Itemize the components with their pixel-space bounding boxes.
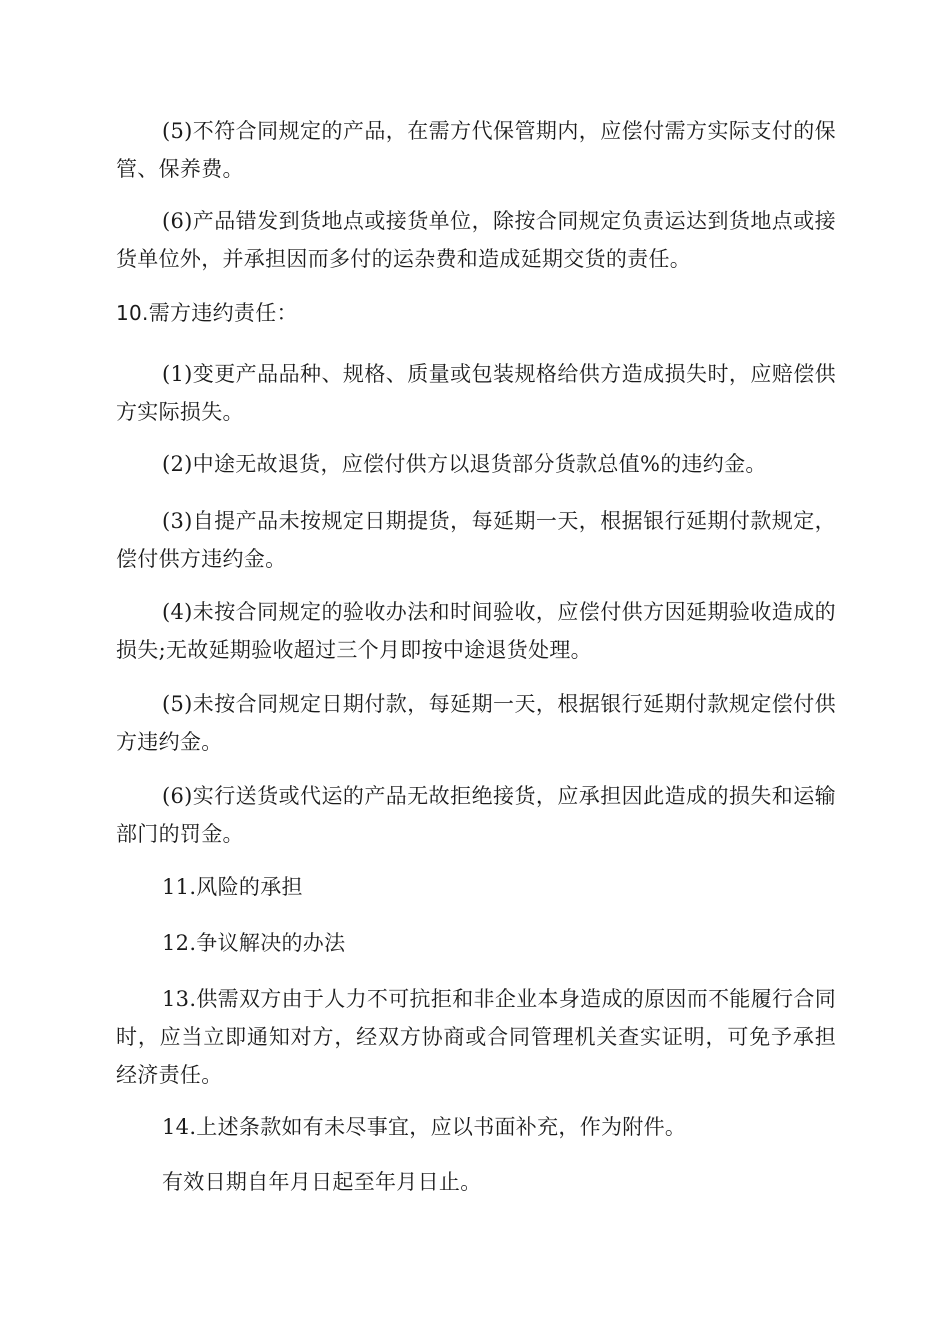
section-number: 10. bbox=[116, 301, 149, 325]
paragraph-buyer-liability-2: (2)中途无故退货，应偿付供方以退货部分货款总值%的违约金。 bbox=[162, 452, 767, 476]
paragraph-buyer-liability-5: (5)未按合同规定日期付款，每延期一天，根据银行延期付款规定偿付供方违约金。 bbox=[116, 692, 836, 754]
paragraph-buyer-liability-4: (4)未按合同规定的验收办法和时间验收，应偿付供方因延期验收造成的损失;无故延期验收超过三个月即按中途退货处理。 bbox=[116, 600, 836, 662]
paragraph-supplier-liability-5: (5)不符合同规定的产品，在需方代保管期内，应偿付需方实际支付的保管、保养费。 bbox=[116, 119, 836, 181]
paragraph-force-majeure: 13.供需双方由于人力不可抗拒和非企业本身造成的原因而不能履行合同时，应当立即通知对方，经双方协商或合同管理机关查实证明，可免予承担经济责任。 bbox=[116, 987, 836, 1087]
paragraph-supplier-liability-6: (6)产品错发到货地点或接货单位，除按合同规定负责运达到货地点或接货单位外，并承担因而多付的运杂费和造成延期交货的责任。 bbox=[116, 209, 836, 271]
paragraph-validity-period: 有效日期自年月日起至年月日止。 bbox=[162, 1170, 482, 1194]
paragraph-buyer-liability-1: (1)变更产品品种、规格、质量或包装规格给供方造成损失时，应赔偿供方实际损失。 bbox=[116, 362, 836, 424]
section-title: 需方违约责任： bbox=[148, 301, 298, 325]
paragraph-supplementary-terms: 14.上述条款如有未尽事宜，应以书面补充，作为附件。 bbox=[162, 1115, 687, 1139]
paragraph-dispute-resolution: 12.争议解决的办法 bbox=[162, 931, 346, 955]
section-heading-buyer-liability bbox=[116, 294, 836, 332]
paragraph-buyer-liability-6: (6)实行送货或代运的产品无故拒绝接货，应承担因此造成的损失和运输部门的罚金。 bbox=[116, 784, 836, 846]
paragraph-buyer-liability-3: (3)自提产品未按规定日期提货，每延期一天，根据银行延期付款规定，偿付供方违约金。 bbox=[116, 509, 836, 571]
paragraph-risk-bearing: 11.风险的承担 bbox=[162, 875, 303, 899]
